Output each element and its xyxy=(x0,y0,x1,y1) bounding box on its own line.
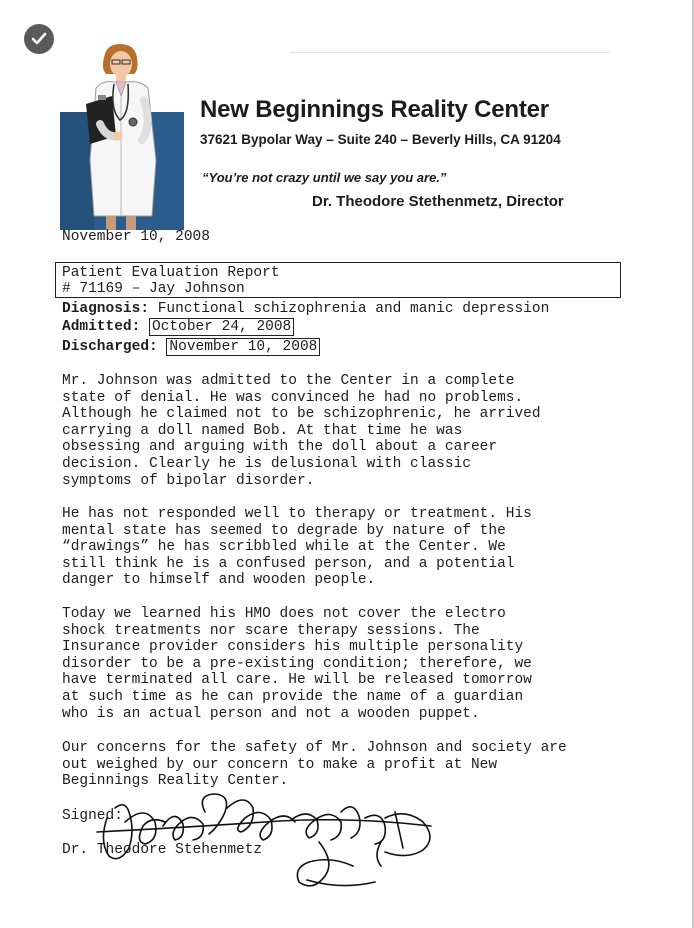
org-motto: “You’re not crazy until we say you are.” xyxy=(202,170,447,185)
paragraph-3: Today we learned his HMO does not cover the electro shock treatments nor scare therapy sessions. The Insurance provider considers his multiple personality disorder to be a pre-existing condition; therefore, we have terminated all care. He will be released tomorrow at such time as he can provide the name of a guardian who is an actual person and not a wooden puppet. xyxy=(62,606,532,722)
signer-name: Dr. Theodore Stehenmetz xyxy=(62,842,263,858)
paragraph-1: Mr. Johnson was admitted to the Center in a complete state of denial. He was convinced he had no problems. Although he claimed not to be schizophrenic, he arrived carrying a doll named Bob. At that time he was obsessing and arguing with the doll about a career decision. Clearly he is delusional with classic symptoms of bipolar disorder. xyxy=(62,373,541,489)
discharged-label: Discharged: xyxy=(62,339,158,355)
diagnosis-label: Diagnosis: xyxy=(62,301,150,317)
admitted-value: October 24, 2008 xyxy=(149,318,294,336)
report-title: Patient Evaluation Report xyxy=(62,265,280,281)
org-title: New Beginnings Reality Center xyxy=(200,96,549,123)
signed-label: Signed: xyxy=(62,808,123,824)
handwritten-signature xyxy=(85,782,465,894)
doctor-illustration-icon xyxy=(60,40,184,230)
discharged-value: November 10, 2008 xyxy=(166,338,320,356)
director-name: Dr. Theodore Stethenmetz, Director xyxy=(312,193,564,210)
admitted-row xyxy=(62,319,294,336)
diagnosis-value: Functional schizophrenia and manic depression xyxy=(157,301,550,317)
paragraph-2: He has not responded well to therapy or treatment. His mental state has seemed to degrade by nature of the “drawings” he has scribbled while at the Center. We still think he is a confused person, and a potential danger to himself and wooden people. xyxy=(62,506,532,589)
select-check-icon[interactable] xyxy=(24,24,54,54)
discharged-row xyxy=(62,339,320,356)
header-rule xyxy=(290,52,610,53)
diagnosis-row xyxy=(62,301,549,318)
org-address: 37621 Bypolar Way – Suite 240 – Beverly Hills, CA 91204 xyxy=(200,132,561,147)
report-header-box xyxy=(55,262,621,298)
admitted-label: Admitted: xyxy=(62,319,141,335)
paragraph-4: Our concerns for the safety of Mr. Johnson and society are out weighed by our concern to make a profit at New Beginnings Reality Center. xyxy=(62,740,567,790)
letter-date: November 10, 2008 xyxy=(62,229,210,245)
patient-line: # 71169 – Jay Johnson xyxy=(62,281,245,297)
